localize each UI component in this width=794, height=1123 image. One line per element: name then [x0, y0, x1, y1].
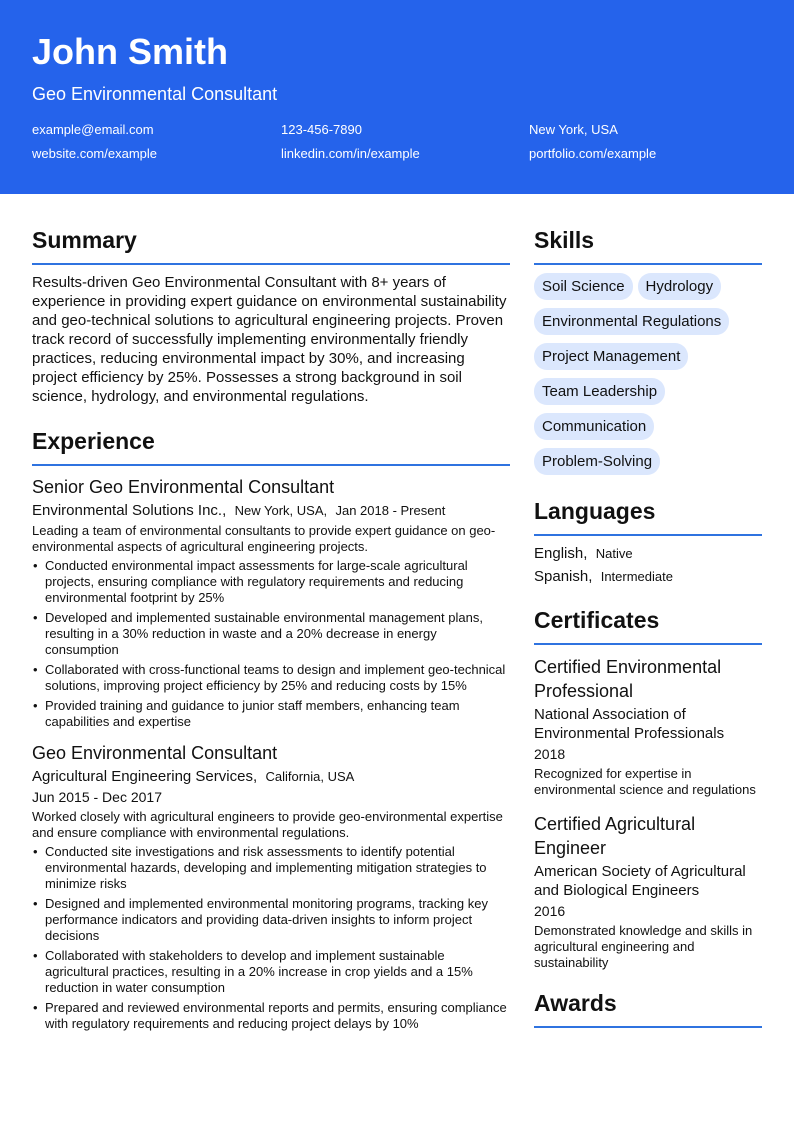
bullet-text: Prepared and reviewed environmental reports and permits, ensuring compliance with regulatory requirements and reducing project delays by 10% [45, 1000, 507, 1031]
job-location: New York, USA, [234, 503, 328, 518]
job-dates: Jun 2015 - Dec 2017 [32, 789, 162, 805]
bullet-icon: • [33, 698, 38, 713]
certificates-heading: Certificates [534, 607, 660, 633]
contact-email[interactable]: example@email.com [32, 122, 154, 137]
job-title: Senior Geo Environmental Consultant [32, 477, 335, 497]
awards-heading: Awards [534, 990, 617, 1016]
bullet-text: Collaborated with cross-functional teams to design and implement geo-technical solutions, improving project efficiency by 25% and reducing costs by 15% [45, 662, 506, 693]
certificates-section [534, 606, 762, 971]
certificate-year: 2016 [534, 903, 566, 919]
summary-heading: Summary [32, 227, 137, 253]
summary-text: Results-driven Geo Environmental Consultant with 8+ years of experience in providing expert guidance on environmental sustainability and geo-technical solutions to agricultural engineering projects. Proven track record of successfully implementing environmentally friendly practices, reducing environmental impact by 30%, and increasing project efficiency by 25%. Possesses a strong background in soil science, hydrology, and environmental regulations. [32, 274, 507, 405]
skill-chip: Hydrology [638, 273, 722, 300]
language-name: English, [534, 545, 588, 562]
section-divider [534, 643, 762, 645]
contact-phone[interactable]: 123-456-7890 [281, 122, 362, 137]
section-divider [32, 464, 510, 466]
experience-section [32, 427, 510, 1032]
certificate-entry [534, 655, 762, 798]
bullet-item [32, 558, 510, 606]
section-divider [534, 534, 762, 536]
language-item [534, 544, 762, 563]
experience-heading: Experience [32, 428, 155, 454]
bullet-item [32, 844, 510, 892]
awards-section [534, 989, 762, 1028]
bullet-icon: • [33, 610, 38, 625]
language-level: Native [595, 546, 633, 561]
certificate-description: Recognized for expertise in environmental science and regulations [534, 766, 756, 797]
languages-section [534, 497, 762, 586]
bullet-icon: • [33, 662, 38, 677]
skill-chip: Project Management [534, 343, 688, 370]
job-meta [32, 501, 510, 520]
section-divider [534, 263, 762, 265]
section-divider [32, 263, 510, 265]
main-column [32, 226, 510, 1036]
bullet-text: Conducted site investigations and risk assessments to identify potential environmental hazards, developing and implementing mitigation strategies to minimize risks [45, 844, 487, 891]
side-column [534, 226, 762, 1028]
bullet-text: Developed and implemented sustainable environmental management plans, resulting in a 30% reduction in waste and a 20% decrease in energy consumption [45, 610, 483, 657]
section-divider [534, 1026, 762, 1028]
skill-chip: Problem-Solving [534, 448, 660, 475]
job-entry [32, 742, 510, 1032]
bullet-icon: • [33, 844, 38, 859]
bullet-icon: • [33, 896, 38, 911]
skill-chip: Soil Science [534, 273, 633, 300]
contact-linkedin[interactable]: linkedin.com/in/example [281, 146, 420, 161]
certificate-org: National Association of Environmental Professionals [534, 706, 725, 742]
bullet-text: Collaborated with stakeholders to develop and implement sustainable agricultural practices, resulting in a 20% increase in crop yields and a 15% reduction in water consumption [45, 948, 473, 995]
candidate-name: John Smith [32, 31, 228, 72]
job-location: California, USA [265, 769, 355, 784]
contact-portfolio[interactable]: portfolio.com/example [529, 146, 657, 161]
bullet-text: Provided training and guidance to junior staff members, enhancing team capabilities and expertise [45, 698, 460, 729]
language-name: Spanish, [534, 568, 593, 585]
resume-header [0, 0, 794, 194]
bullet-icon: • [33, 1000, 38, 1015]
skills-heading: Skills [534, 227, 595, 253]
language-item [534, 567, 762, 586]
languages-heading: Languages [534, 498, 656, 524]
bullet-item [32, 1000, 510, 1032]
job-title: Geo Environmental Consultant [32, 743, 278, 763]
certificate-title: Certified Environmental Professional [534, 657, 722, 701]
candidate-title: Geo Environmental Consultant [32, 84, 278, 104]
bullet-item [32, 698, 510, 730]
bullet-text: Designed and implemented environmental monitoring programs, tracking key performance indicators and providing data-driven insights to inform project decisions [45, 896, 488, 943]
job-company: Agricultural Engineering Services, [32, 768, 258, 785]
job-dates: Jan 2018 - Present [335, 503, 446, 518]
skill-chip: Environmental Regulations [534, 308, 729, 335]
job-entry [32, 476, 510, 730]
summary-section [32, 226, 510, 406]
bullet-icon: • [33, 948, 38, 963]
certificate-year: 2018 [534, 746, 566, 762]
bullet-item [32, 610, 510, 658]
skills-list [534, 273, 762, 483]
certificate-org: American Society of Agricultural and Biological Engineers [534, 863, 746, 899]
job-bullets [32, 844, 510, 1032]
bullet-text: Conducted environmental impact assessments for large-scale agricultural projects, ensuring compliance with regulatory requirements and reducing environmental footprint by 25% [45, 558, 468, 605]
job-description: Worked closely with agricultural engineers to provide geo-environmental expertise and ensure compliance with environmental regulations. [32, 809, 503, 840]
bullet-icon: • [33, 558, 38, 573]
contact-website[interactable]: website.com/example [32, 146, 157, 161]
skill-chip: Team Leadership [534, 378, 665, 405]
skill-chip: Communication [534, 413, 654, 440]
certificate-entry [534, 812, 762, 971]
language-level: Intermediate [600, 569, 673, 584]
bullet-item [32, 662, 510, 694]
certificate-title: Certified Agricultural Engineer [534, 814, 696, 858]
skills-section [534, 226, 762, 483]
job-bullets [32, 558, 510, 730]
contact-location: New York, USA [529, 122, 618, 137]
certificate-description: Demonstrated knowledge and skills in agricultural engineering and sustainability [534, 923, 753, 970]
job-description: Leading a team of environmental consultants to provide expert guidance on geo-environmental aspects of agricultural engineering projects. [32, 523, 496, 554]
job-meta [32, 767, 510, 786]
job-company: Environmental Solutions Inc., [32, 502, 227, 519]
bullet-item [32, 948, 510, 996]
bullet-item [32, 896, 510, 944]
